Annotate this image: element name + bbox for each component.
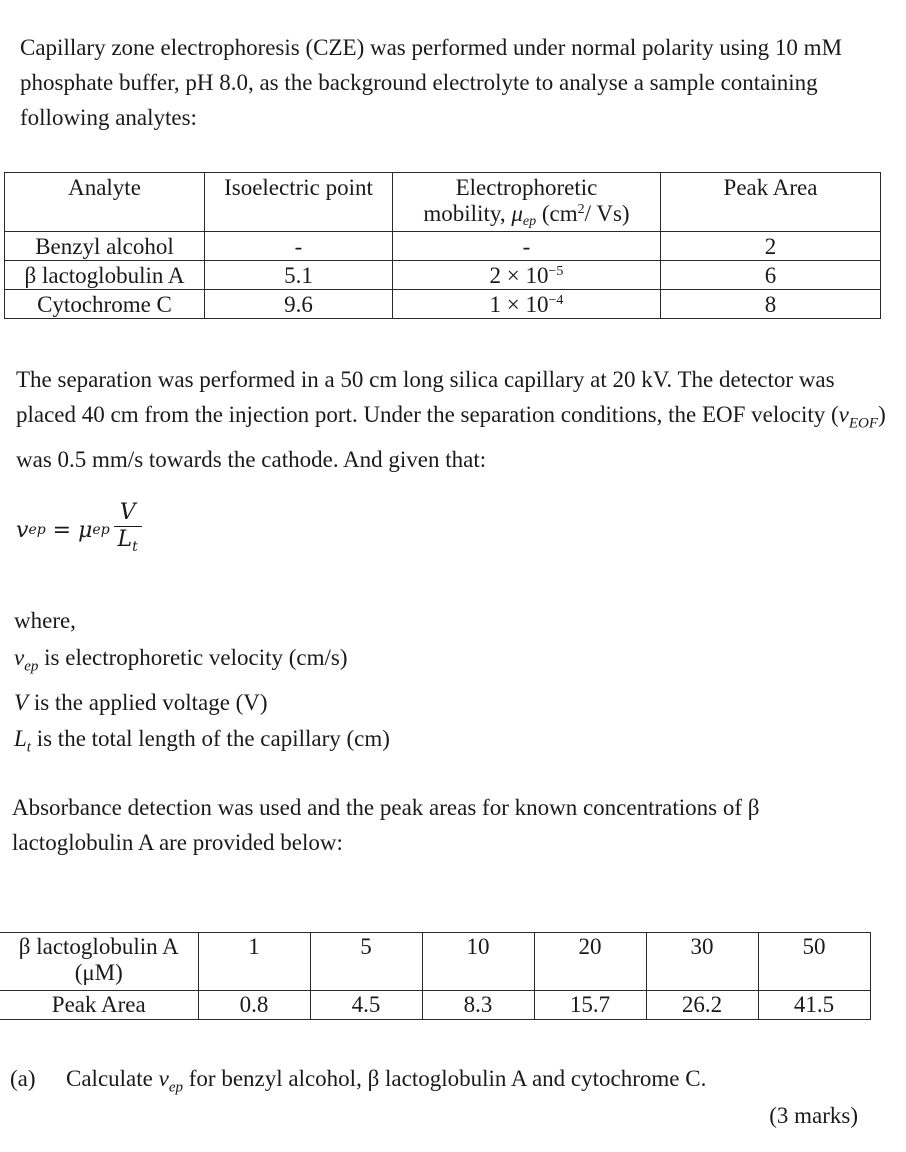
intro-paragraph: Capillary zone electrophoresis (CZE) was performed under normal polarity using 10 mM phosphate buffer, pH 8.0, as the background electrolyte to analyse a sample containing following analytes: [20,35,843,130]
eq-mu-sub: ep [92,522,110,538]
mobility-base: - [522,233,531,259]
analyte-pi: - [205,232,393,261]
question-a [10,1063,706,1104]
peak-area-cell: 41.5 [758,991,870,1020]
peak-area-row [0,991,870,1020]
analyte-mobility [393,261,661,290]
concentration-label-line1: β lactoglobulin A [18,934,179,959]
analyte-pi: 5.1 [205,261,393,290]
question-text-post: for benzyl alcohol, β lactoglobulin A and cytochrome C. [183,1066,707,1091]
header-mobility-symbol-sub: ep [522,214,537,229]
question-text-pre: Calculate [66,1066,159,1091]
peak-area-cell: 26.2 [646,991,758,1020]
calibration-table [0,932,871,1020]
analytes-header-row [5,173,881,232]
concentration-label-line2: (μM) [74,960,123,985]
concentration-cell: 5 [310,933,422,991]
Lt-text: is the total length of the capillary (cm) [30,726,390,752]
vep-text: is electrophoretic velocity (cm/s) [38,644,348,670]
separation-paragraph [16,362,886,477]
header-mobility-symbol: μ [511,201,523,226]
header-mobility-unit-post: / Vs) [584,201,630,226]
mobility-base: 1 × 10 [489,291,549,317]
concentration-cell: 30 [646,933,758,991]
analyte-peak-area: 2 [661,232,881,261]
eq-mu: μ [78,517,93,543]
header-analyte: Analyte [5,173,205,232]
peak-area-cell: 15.7 [534,991,646,1020]
peak-area-cell: 8.3 [422,991,534,1020]
analyte-name: β lactoglobulin A [5,261,205,290]
definition-Lt [14,721,390,766]
header-mobility-unit: (cm [536,201,578,226]
header-mobility-line2: mobility, [423,201,512,226]
absorbance-paragraph: Absorbance detection was used and the peak areas for known concentrations of β lactoglobulin A are provided below: [12,795,760,855]
marks-label: (3 marks) [769,1103,858,1128]
peak-area-label: Peak Area [0,991,198,1020]
mobility-exponent: −4 [548,292,564,308]
table-row [5,290,881,319]
analyte-peak-area: 6 [661,261,881,290]
concentration-row [0,933,870,991]
analyte-name: Cytochrome C [5,290,205,319]
veof-symbol: v [838,402,849,427]
definitions [14,603,390,766]
peak-area-cell: 4.5 [310,991,422,1020]
Lt-sub: t [26,739,31,756]
vep-symbol: v [14,644,25,670]
eq-equals: = [45,517,79,543]
header-isoelectric-point: Isoelectric point [205,173,393,232]
table-row [5,232,881,261]
mobility-base: 2 × 10 [489,262,549,288]
concentration-cell: 1 [198,933,310,991]
mobility-exponent: −5 [548,263,564,279]
header-mobility-unit-sup: 2 [577,202,585,217]
eq-numerator: V [119,500,136,525]
V-text: is the applied voltage (V) [28,689,268,715]
eq-denominator [118,527,138,560]
eq-denominator-sub: t [132,539,138,555]
concentration-label [0,933,198,991]
table-row [5,261,881,290]
peak-area-cell: 0.8 [198,991,310,1020]
definition-V [14,685,390,722]
header-mobility-line1: Electrophoretic [455,175,598,200]
Lt-symbol: L [14,726,27,752]
eq-fraction [114,500,142,560]
analyte-mobility [393,232,661,261]
header-mobility [393,173,661,232]
analyte-mobility [393,290,661,319]
V-symbol: V [14,689,29,715]
concentration-cell: 50 [758,933,870,991]
vep-sub: ep [24,658,39,675]
header-peak-area: Peak Area [661,173,881,232]
question-label: (a) [10,1066,36,1091]
veof-sub: EOF [848,415,879,432]
concentration-cell: 20 [534,933,646,991]
definition-vep [14,640,390,685]
analyte-name: Benzyl alcohol [5,232,205,261]
velocity-equation [16,500,142,560]
separation-text-2: ) was 0.5 mm/s towards the cathode. And given that: [16,402,886,472]
question-v-sub: ep [168,1079,183,1096]
where-label: where, [14,608,76,633]
concentration-cell: 10 [422,933,534,991]
analytes-table [4,172,881,319]
eq-lhs: v [16,517,29,543]
eq-denominator-symbol: L [117,527,133,552]
analyte-pi: 9.6 [205,290,393,319]
separation-text-1: The separation was performed in a 50 cm long silica capillary at 20 kV. The detector was placed 40 cm from the injection port. Under the separation conditions, the EOF velocity ( [16,367,839,427]
analyte-peak-area: 8 [661,290,881,319]
eq-lhs-sub: ep [28,522,46,538]
question-v-symbol: v [158,1066,169,1091]
